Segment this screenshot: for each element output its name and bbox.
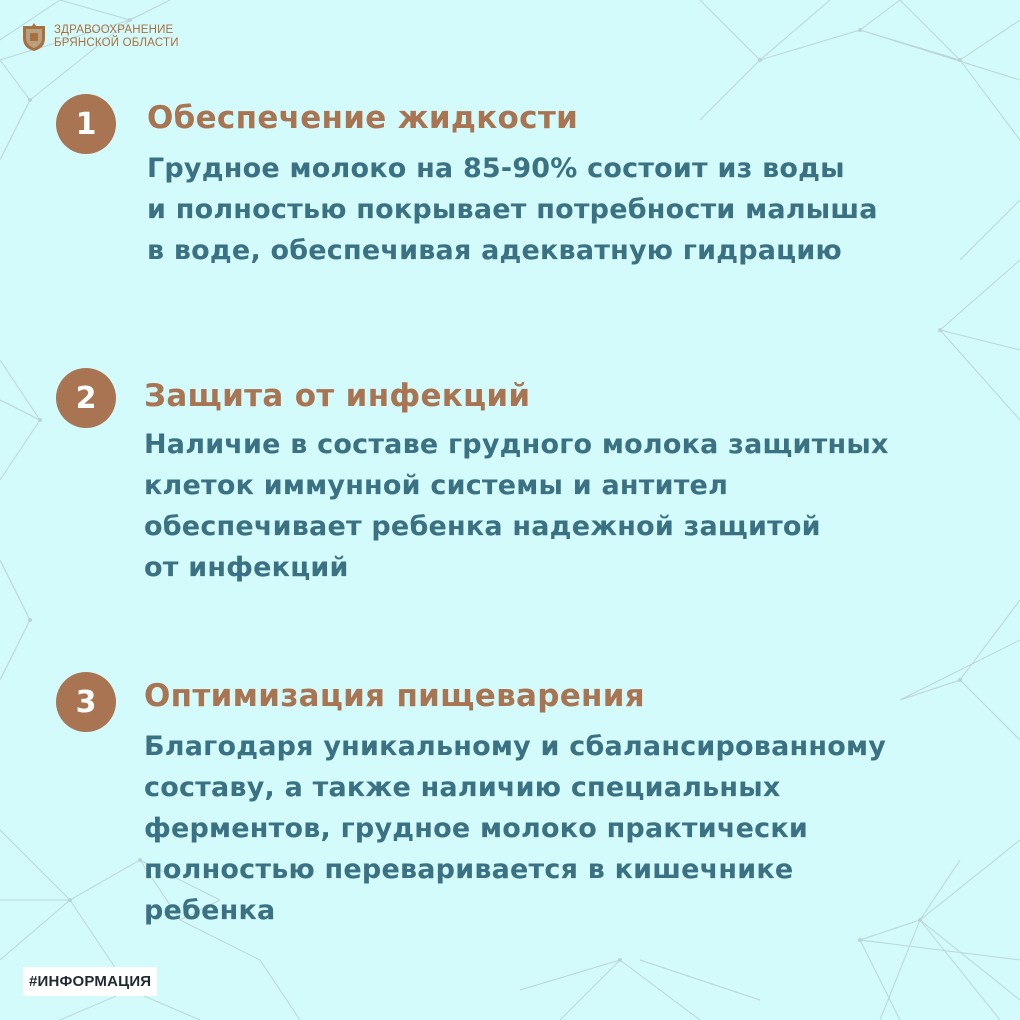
brand-name-line1: ЗДРАВООХРАНЕНИЕ — [54, 24, 174, 36]
item-number-badge: 1 — [56, 94, 116, 154]
item-title: Обеспечение жидкости — [147, 100, 579, 136]
brand-name-line2: БРЯНСКОЙ ОБЛАСТИ — [54, 37, 179, 49]
item-description-line: и полностью покрывает потребности малыша — [147, 194, 878, 225]
hashtag-label: #ИНФОРМАЦИЯ — [23, 967, 157, 996]
item-description-line: от инфекций — [144, 552, 349, 583]
item-description — [144, 726, 886, 931]
item-number-badge: 2 — [56, 368, 116, 428]
item-description-line: составу, а также наличию специальных — [144, 772, 781, 803]
item-description-line: Грудное молоко на 85-90% состоит из воды — [147, 153, 845, 184]
coat-of-arms-icon — [20, 22, 48, 52]
item-description-line: клеток иммунной системы и антител — [144, 470, 729, 501]
item-description-line: Наличие в составе грудного молока защитных — [144, 429, 889, 460]
item-description — [144, 424, 889, 588]
item-description-line: полностью переваривается в кишечнике — [144, 854, 794, 885]
item-description-line: ребенка — [144, 895, 276, 926]
item-title: Оптимизация пищеварения — [144, 678, 645, 714]
item-description-line: в воде, обеспечивая адекватную гидрацию — [147, 235, 842, 266]
item-title: Защита от инфекций — [144, 378, 531, 414]
item-description — [147, 148, 878, 271]
item-description-line: ферментов, грудное молоко практически — [144, 813, 808, 844]
item-description-line: Благодаря уникальному и сбалансированному — [144, 731, 887, 762]
item-number-badge: 3 — [56, 672, 116, 732]
brand-name — [54, 24, 179, 50]
item-description-line: обеспечивает ребенка надежной защитой — [144, 511, 821, 542]
brand-logo — [20, 22, 179, 52]
